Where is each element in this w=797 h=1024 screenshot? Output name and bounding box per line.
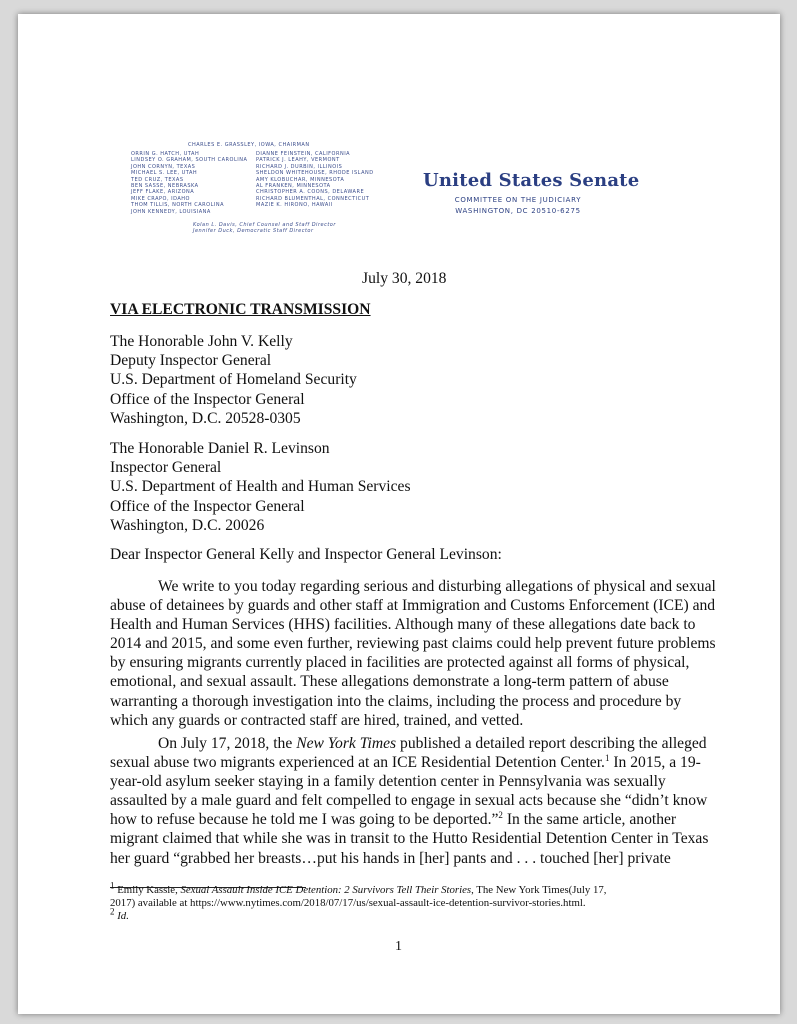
member-name: RICHARD J. DURBIN, ILLINOIS [256,163,343,170]
address-line: Deputy Inspector General [110,352,272,370]
member-name: JEFF FLAKE, ARIZONA [131,189,195,196]
paragraph-line [110,753,710,772]
footnote-ref[interactable]: 1 [604,752,610,763]
letterhead [18,14,780,234]
address-line: The Honorable Daniel R. Levinson [110,440,330,457]
letter-page [18,14,780,1014]
member-name: AL FRANKEN, MINNESOTA [256,183,331,190]
recipient-address-dhs [110,332,357,428]
member-name: JOHN CORNYN, TEXAS [131,163,196,170]
paragraph-line: 2014 and 2015, and some even further, reviewing past claims could help prevent future problems [110,635,716,653]
committee-chairman: CHARLES E. GRASSLEY, IOWA, CHAIRMAN [188,142,310,148]
address-line: Washington, D.C. 20528-0305 [110,409,301,427]
member-name: DIANNE FEINSTEIN, CALIFORNIA [256,151,351,157]
member-name: MAZIE K. HIRONO, HAWAII [256,202,333,209]
address-line: Washington, D.C. 20026 [110,516,265,534]
paragraph-line: warranting a thorough investigation into the claims, including the process and procedure by [110,692,682,710]
text-run: On July 17, 2018, the [158,735,297,752]
paragraph-line [110,810,710,829]
recipient-address-hhs [110,439,411,535]
member-name: JOHN KENNEDY, LOUISIANA [131,208,211,215]
paragraph-line: assaulted by a male guard and felt compelled to engage in sexual acts because she “didn’t know [110,792,708,810]
transmission-method: VIA ELECTRONIC TRANSMISSION [110,301,371,318]
footnote-text: Id. [117,910,129,922]
text-run: , The New York Times(July 17, [471,884,607,896]
member-name: THOM TILLIS, NORTH CAROLINA [131,202,225,209]
article-title: Sexual Assault Inside ICE Detention: 2 Survivors Tell Their Stories [180,884,472,896]
committee-city: WASHINGTON, DC 20510-6275 [455,207,581,215]
committee-address [443,195,593,217]
footnote-2 [110,906,129,923]
member-name: RICHARD BLUMENTHAL, CONNECTICUT [256,195,370,202]
footnote-1 [110,880,607,910]
member-name: MICHAEL S. LEE, UTAH [131,170,198,177]
body-paragraph-2 [110,734,710,868]
page-number: 1 [395,939,402,954]
footnote-number: 2 [110,906,115,917]
member-name: MIKE CRAPO, IDAHO [131,195,190,202]
footnote-ref[interactable]: 2 [498,810,503,821]
paragraph-line: by ensuring migrants currently placed in facilities are protected against all forms of physical, [110,654,690,672]
paragraph-line: migrant claimed that while she was in transit to the Hutto Residential Detention Center in Texas [110,830,709,848]
paragraph-line: year-old asylum seeker staying in a family detention center in Pennsylvania was sexually [110,773,666,791]
paragraph-line: We write to you today regarding serious and disturbing allegations of physical and sexual [158,578,716,595]
minority-members-list [256,151,374,209]
footnote-line [110,880,607,897]
address-line: U.S. Department of Homeland Security [110,371,357,389]
democratic-staff-director: Jennifer Duck, Democratic Staff Director [193,228,314,234]
footnote-number: 1 [110,880,115,891]
address-line: Inspector General [110,459,222,477]
address-line: Office of the Inspector General [110,497,305,515]
staff-directors [193,222,336,234]
paragraph-line [110,734,710,753]
paragraph-line: abuse of detainees by guards and other staff at Immigration and Customs Enforcement (ICE) and [110,597,716,615]
paragraph-line: her guard “grabbed her breasts…put his hands in [her] pants and . . . touched [her] private [110,849,671,867]
text-run: Emily Kassie, [114,884,181,896]
member-name: CHRISTOPHER A. COONS, DELAWARE [256,189,365,196]
address-line: U.S. Department of Health and Human Services [110,478,411,496]
member-name: AMY KLOBUCHAR, MINNESOTA [256,176,345,183]
member-name: SHELDON WHITEHOUSE, RHODE ISLAND [256,170,374,177]
publication-name: New York Times [296,735,397,752]
text-run: published a detailed report describing the alleged [396,735,707,752]
body-paragraph-1 [110,577,716,730]
salutation: Dear Inspector General Kelly and Inspector General Levinson: [110,546,502,563]
majority-members-list [131,151,247,215]
committee-name: COMMITTEE ON THE JUDICIARY [454,196,582,204]
address-line: Office of the Inspector General [110,390,305,408]
member-name: ORRIN G. HATCH, UTAH [131,151,200,157]
address-line: The Honorable John V. Kelly [110,333,293,350]
footnote-line[interactable]: 2017) available at https://www.nytimes.com/2018/07/17/us/sexual-assault-ice-detention-survivor-stories.html. [110,897,586,909]
text-run: In the same article, another [502,811,677,829]
paragraph-line: Health and Human Services (HHS) facilities. Although many of these allegations date back to [110,616,696,634]
member-name: TED CRUZ, TEXAS [131,176,184,183]
text-run: how to refuse because he told me I was going to be deported.” [110,811,499,829]
text-run: sexual abuse two migrants experienced at an ICE Residential Detention Center. [110,754,605,772]
paragraph-line: which any guards or contracted staff are hired, trained, and vetted. [110,711,524,729]
member-name: BEN SASSE, NEBRASKA [131,183,199,190]
member-name: PATRICK J. LEAHY, VERMONT [256,157,340,164]
chief-counsel: Kolan L. Davis, Chief Counsel and Staff Director [193,222,336,228]
paragraph-line: emotional, and sexual assault. These allegations demonstrate a long-term pattern of abuse [110,673,669,691]
letter-date: July 30, 2018 [362,270,447,287]
member-name: LINDSEY O. GRAHAM, SOUTH CAROLINA [131,157,248,164]
senate-wordmark: United States Senate [423,170,640,191]
text-run: In 2015, a 19- [609,754,701,772]
